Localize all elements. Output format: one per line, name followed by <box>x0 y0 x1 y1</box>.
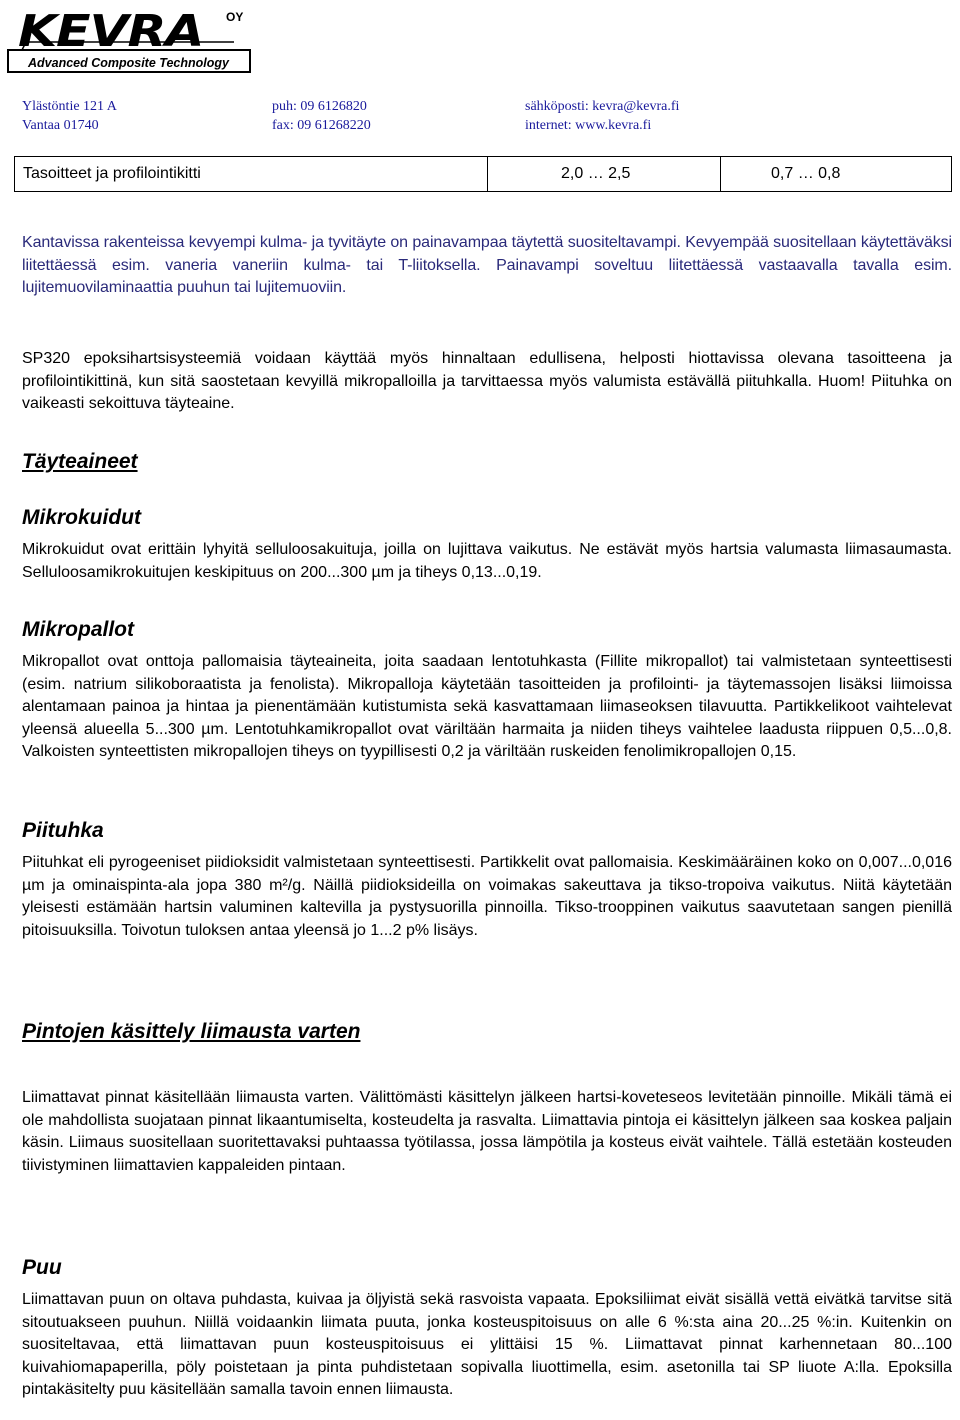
phone-number: puh: 09 6126820 <box>272 99 367 114</box>
online-block <box>525 97 679 135</box>
fax-number: fax: 09 61268220 <box>272 118 371 133</box>
spec-label: Tasoitteet ja profilointikitti <box>23 165 201 182</box>
paragraph-sp320: SP320 epoksihartsisysteemiä voidaan käyttää myös hinnaltaan edullisena, helposti hiottavissa olevana tasoitteena ja profilointikittinä, kun sitä saostetaan kevyillä mikropalloilla ja tarvittaessa myös valumista estävällä piituhkalla. Huom! Piituhka on vaikeasti sekoittuva täyteaine. <box>22 350 952 412</box>
heading-tayteaineet: Täyteaineet <box>22 450 138 473</box>
address-line-1: Ylästöntie 121 A <box>22 99 117 114</box>
website-address[interactable]: internet: www.kevra.fi <box>525 118 652 133</box>
phone-block <box>272 97 371 135</box>
heading-piituhka: Piituhka <box>22 819 104 842</box>
heading-mikrokuidut: Mikrokuidut <box>22 506 141 529</box>
heading-mikropallot: Mikropallot <box>22 618 135 641</box>
paragraph-piituhka: Piituhkat eli pyrogeeniset piidioksidit valmistetaan synteettisesti. Partikkelit ovat pallomaisia. Keskimääräinen koko on 0,007...0,016 µm ja ominaispinta-ala jopa 380 m²/g. Näillä piidioksideilla on voimakas sakeuttava ja tikso-tropoiva vaikutus. Niitä käytetään yleisesti estämään hartsin valuminen kaltevilla ja pystysuorilla pinnoilla. Tikso-trooppinen vaikutus saavutetaan sangen pienillä pitoisuuksilla. Toivotun tuloksen antaa yleensä jo 1...2 p% lisäys. <box>22 854 952 939</box>
spec-value-range: 0,7 … 0,8 <box>771 165 841 182</box>
cell-divider <box>487 157 488 191</box>
paragraph-mikropallot: Mikropallot ovat onttoja pallomaisia täyteaineita, joita saadaan lentotuhkasta (Fillite mikropallot) tai valmistetaan synteettisesti (esim. natrium silikoboraatista ja fenolista). Mikropalloja käytetään tasoitteiden ja profilointi- ja täytemassojen lisäksi liimoissa alentamaan painoa ja hintaa ja pienentämään kutistumista sekä kasvattamaan liimaseoksen tilavuutta. Partikkelikoot vaihtelevat yleensä alueella 5...300 µm. Lentotuhkamikropallot ovat väriltään harmaita ja niiden tiheys vaihtelee laadusta riippuen 0,5...0,8. Valkoisten synteettisten mikropallojen tiheys on tyypillisesti 0,2 ja väriltään ruskeiden fenolimikropallojen 0,15. <box>22 653 952 760</box>
address-line-2: Vantaa 01740 <box>22 118 99 133</box>
heading-pintojen-kasittely: Pintojen käsittely liimausta varten <box>22 1020 361 1043</box>
paragraph-pintojen-kasittely: Liimattavat pinnat käsitellään liimausta varten. Välittömästi käsittelyn jälkeen hartsi-koveteseos levitetään pinnoille. Mikäli tämä ei ole mahdollista suojataan pinnat likaantumiselta, kosteudelta ja rasvalta. Liimattavia pintoja ei käsittelyn jälkeen saa koskea paljain käsin. Liimaus suositellaan suoritettavaksi puhtaassa työtilassa, jossa lämpötila ja kosteus eivät vaihtele. Tällä estetään kosteuden tiivistyminen liimattavien kappaleiden pintaan. <box>22 1089 952 1174</box>
logo-suffix: OY <box>226 10 244 24</box>
heading-puu: Puu <box>22 1256 62 1279</box>
company-logo <box>4 6 254 74</box>
address-block <box>22 97 117 135</box>
cell-divider <box>720 157 721 191</box>
paragraph-puu: Liimattavan puun on oltava puhdasta, kuivaa ja öljyistä sekä rasvoista vapaata. Epoksiliimat eivät sisällä vettä eivätkä tarvitse sitä sitoutuakseen puuhun. Niillä voidaankin liimata puuta, jonka kosteuspitoisuus on alle 6 %:sta aina 20...25 %:in. Kuitenkin on suositeltavaa, että liimattavan puun kosteuspitoisuus ei ylittäisi 15 %. Liimattavat pinnat karhennetaan 80...100 kuivahiomapaperilla, pöly poistetaan ja pinta puhdistetaan sopivalla liuottimella, esim. asetonilla tai SP liuote A:lla. Epoksilla pintakäsitelty puu käsitellään samalla tavoin ennen liimausta. <box>22 1291 952 1398</box>
logo-tagline: Advanced Composite Technology <box>28 56 229 70</box>
email-address[interactable]: sähköposti: kevra@kevra.fi <box>525 99 680 114</box>
paragraph-kantavissa: Kantavissa rakenteissa kevyempi kulma- ja tyvitäyte on painavampaa täytettä suositeltavampi. Kevyempää suositellaan käytettäväksi liitettäessä esim. vaneria vaneriin kulma- tai T-liitoksella. Painavampi soveltuu liitettäessä vastaavalla tavalla esim. lujitemuovilaminaattia puuhun tai lujitemuoviin. <box>22 234 952 296</box>
paragraph-mikrokuidut: Mikrokuidut ovat erittäin lyhyitä selluloosakuituja, joilla on lujittava vaikutus. Ne estävät myös hartsia valumasta liimasaumasta. Selluloosamikrokuitujen keskipituus on 200...300 µm ja tiheys 0,13...0,19. <box>22 541 952 581</box>
spec-value-density: 2,0 … 2,5 <box>561 165 631 182</box>
logo-wordmark: KEVRA <box>18 6 204 57</box>
product-spec-row <box>14 156 952 192</box>
